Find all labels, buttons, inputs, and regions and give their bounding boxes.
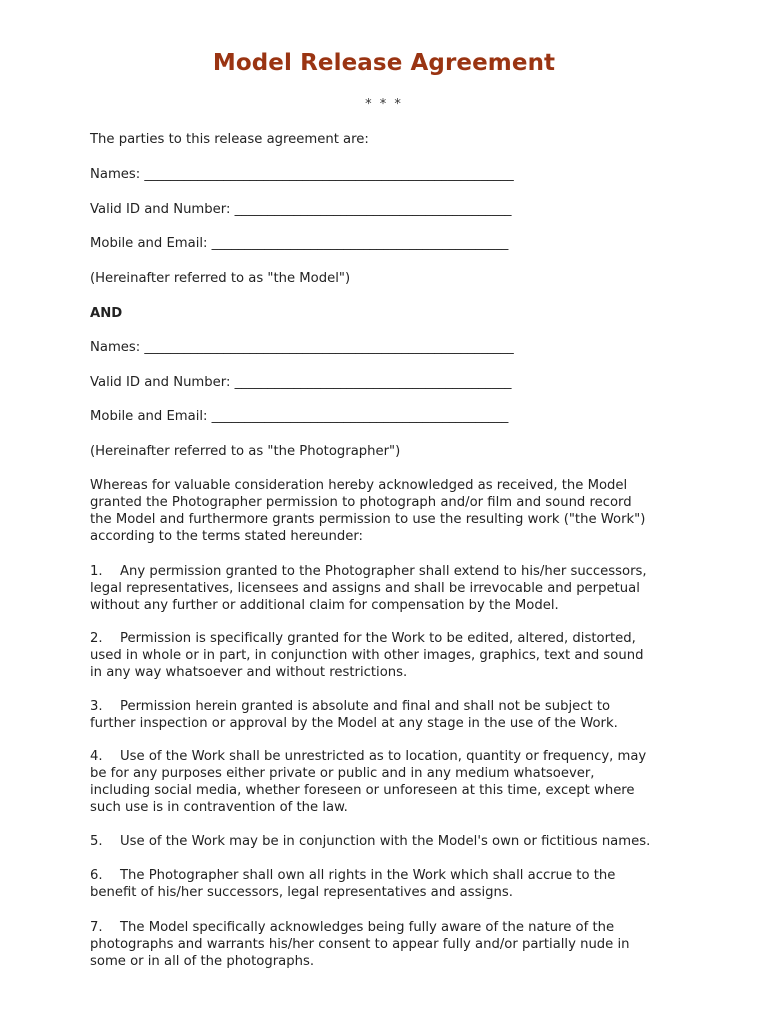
clause-text-line: Use of the Work may be in conjunction with the Model's own or fictitious names. — [120, 834, 651, 849]
clause-text-line: some or in all of the photographs. — [90, 954, 315, 969]
clause-number: 3. — [90, 699, 103, 714]
photographer-names-field: Names: ________________________________________________________ — [90, 340, 514, 355]
clause-number: 1. — [90, 564, 103, 579]
clause-text-line: used in whole or in part, in conjunction with other images, graphics, text and sound — [90, 648, 644, 663]
clause-7 — [90, 919, 690, 970]
clause-text-line: Permission is specifically granted for the Work to be edited, altered, distorted, — [120, 631, 636, 646]
clause-text-line: benefit of his/her successors, legal representatives and assigns. — [90, 885, 513, 900]
model-names-field: Names: ________________________________________________________ — [90, 167, 514, 182]
model-valid-id-field: Valid ID and Number: __________________________________________ — [90, 202, 512, 217]
clause-text-line: without any further or additional claim for compensation by the Model. — [90, 598, 559, 613]
intro-text: The parties to this release agreement are: — [90, 132, 369, 147]
whereas-paragraph — [90, 477, 690, 545]
clause-text-line: Any permission granted to the Photographer shall extend to his/her successors, — [120, 564, 647, 579]
clause-text-line: including social media, whether foreseen or unforeseen at this time, except where — [90, 783, 635, 798]
clause-2 — [90, 630, 690, 681]
clause-text-line: be for any purposes either private or public and in any medium whatsoever, — [90, 766, 595, 781]
and-label: AND — [90, 306, 123, 321]
clause-1 — [90, 563, 690, 614]
clause-text-line: such use is in contravention of the law. — [90, 800, 348, 815]
clause-text-line: further inspection or approval by the Model at any stage in the use of the Work. — [90, 716, 618, 731]
clause-text-line: The Photographer shall own all rights in the Work which shall accrue to the — [120, 868, 616, 883]
clause-text-line: Permission herein granted is absolute and final and shall not be subject to — [120, 699, 611, 714]
clause-6 — [90, 867, 690, 901]
clause-4 — [90, 748, 690, 816]
model-reference: (Hereinafter referred to as "the Model") — [90, 271, 351, 286]
photographer-reference: (Hereinafter referred to as "the Photographer") — [90, 444, 401, 459]
clause-number: 7. — [90, 920, 103, 935]
photographer-valid-id-field: Valid ID and Number: __________________________________________ — [90, 375, 512, 390]
clause-number: 4. — [90, 749, 103, 764]
document-title: Model Release Agreement — [212, 50, 556, 76]
clause-text-line: The Model specifically acknowledges being fully aware of the nature of the — [120, 920, 615, 935]
photographer-mobile-email-field: Mobile and Email: _____________________________________________ — [90, 409, 509, 424]
model-mobile-email-field: Mobile and Email: _____________________________________________ — [90, 236, 509, 251]
paragraph-line: granted the Photographer permission to photograph and/or film and sound record — [90, 495, 632, 510]
clause-3 — [90, 698, 690, 732]
clause-number: 2. — [90, 631, 103, 646]
separator: * * * — [365, 97, 403, 112]
clause-text-line: legal representatives, licensees and assigns and shall be irrevocable and perpetual — [90, 581, 640, 596]
clause-number: 6. — [90, 868, 103, 883]
clause-text-line: in any way whatsoever and without restrictions. — [90, 665, 408, 680]
paragraph-line: the Model and furthermore grants permission to use the resulting work ("the Work") — [90, 512, 646, 527]
paragraph-line: according to the terms stated hereunder: — [90, 529, 363, 544]
clause-number: 5. — [90, 834, 103, 849]
clause-5 — [90, 833, 690, 850]
clause-text-line: photographs and warrants his/her consent to appear fully and/or partially nude in — [90, 937, 630, 952]
paragraph-line: Whereas for valuable consideration hereby acknowledged as received, the Model — [90, 478, 628, 493]
clause-text-line: Use of the Work shall be unrestricted as to location, quantity or frequency, may — [120, 749, 647, 764]
